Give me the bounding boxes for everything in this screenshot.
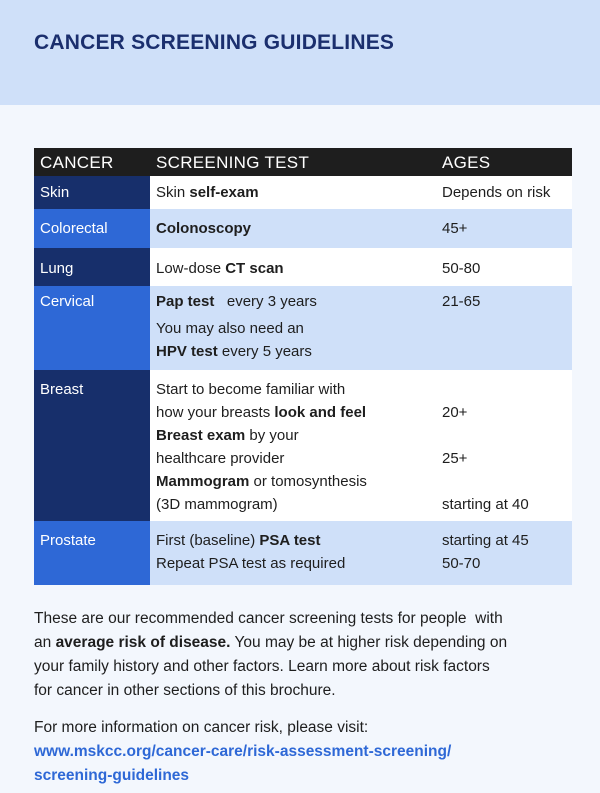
header-screening-test: SCREENING TEST (150, 148, 436, 176)
table-row-lung (34, 248, 572, 286)
test-skin: Skin self-exam (150, 176, 436, 209)
age-prostate: starting at 45 50-70 (436, 521, 572, 585)
age-breast (436, 370, 572, 521)
cancer-prostate: Prostate (34, 521, 150, 585)
table-row-colorectal (34, 209, 572, 248)
age-breast-familiar: 20+ (442, 404, 468, 421)
age-cervical: 21-65 (436, 286, 572, 370)
test-cervical: Pap test every 3 years You may also need an HPV test every 5 years (150, 286, 436, 370)
cancer-cervical: Cervical (34, 286, 150, 370)
more-info-text: For more information on cancer risk, please visit: (34, 719, 369, 736)
guidelines-link[interactable]: www.mskcc.org/cancer-care/risk-assessment-screening/ (34, 743, 452, 760)
guidelines-link-continued[interactable]: screening-guidelines (34, 767, 190, 784)
cancer-lung: Lung (34, 248, 150, 286)
table-row-prostate (34, 521, 572, 585)
table-row-breast (34, 370, 572, 521)
table-header-row (34, 148, 572, 176)
cancer-colorectal: Colorectal (34, 209, 150, 248)
test-lung: Low-dose CT scan (150, 248, 436, 286)
page-title: CANCER SCREENING GUIDELINES (34, 31, 395, 54)
screening-table (34, 148, 572, 585)
cancer-breast: Breast (34, 370, 150, 521)
age-skin: Depends on risk (436, 176, 572, 209)
age-breast-exam: 25+ (442, 450, 468, 467)
age-colorectal: 45+ (436, 209, 572, 248)
recommendation-paragraph: These are our recommended cancer screening tests for people with an average risk of disease. You may be at higher risk depending on your family history and other factors. Learn more about risk factors for cancer in other sections of this brochure. (34, 610, 508, 699)
header-cancer: CANCER (34, 148, 150, 176)
age-lung: 50-80 (436, 248, 572, 286)
header-band (0, 0, 600, 105)
test-colorectal: Colonoscopy (150, 209, 436, 248)
table-row-skin (34, 176, 572, 209)
test-breast: Start to become familiar with how your breasts look and feel Breast exam by your healthcare provider Mammogram or tomosynthesis (3D mammogram) (150, 370, 436, 521)
table-row-cervical (34, 286, 572, 370)
cancer-skin: Skin (34, 176, 150, 209)
test-prostate: First (baseline) PSA test Repeat PSA test as required (150, 521, 436, 585)
more-info-section (34, 716, 574, 788)
age-breast-mammogram: starting at 40 (442, 496, 529, 513)
header-ages: AGES (436, 148, 572, 176)
